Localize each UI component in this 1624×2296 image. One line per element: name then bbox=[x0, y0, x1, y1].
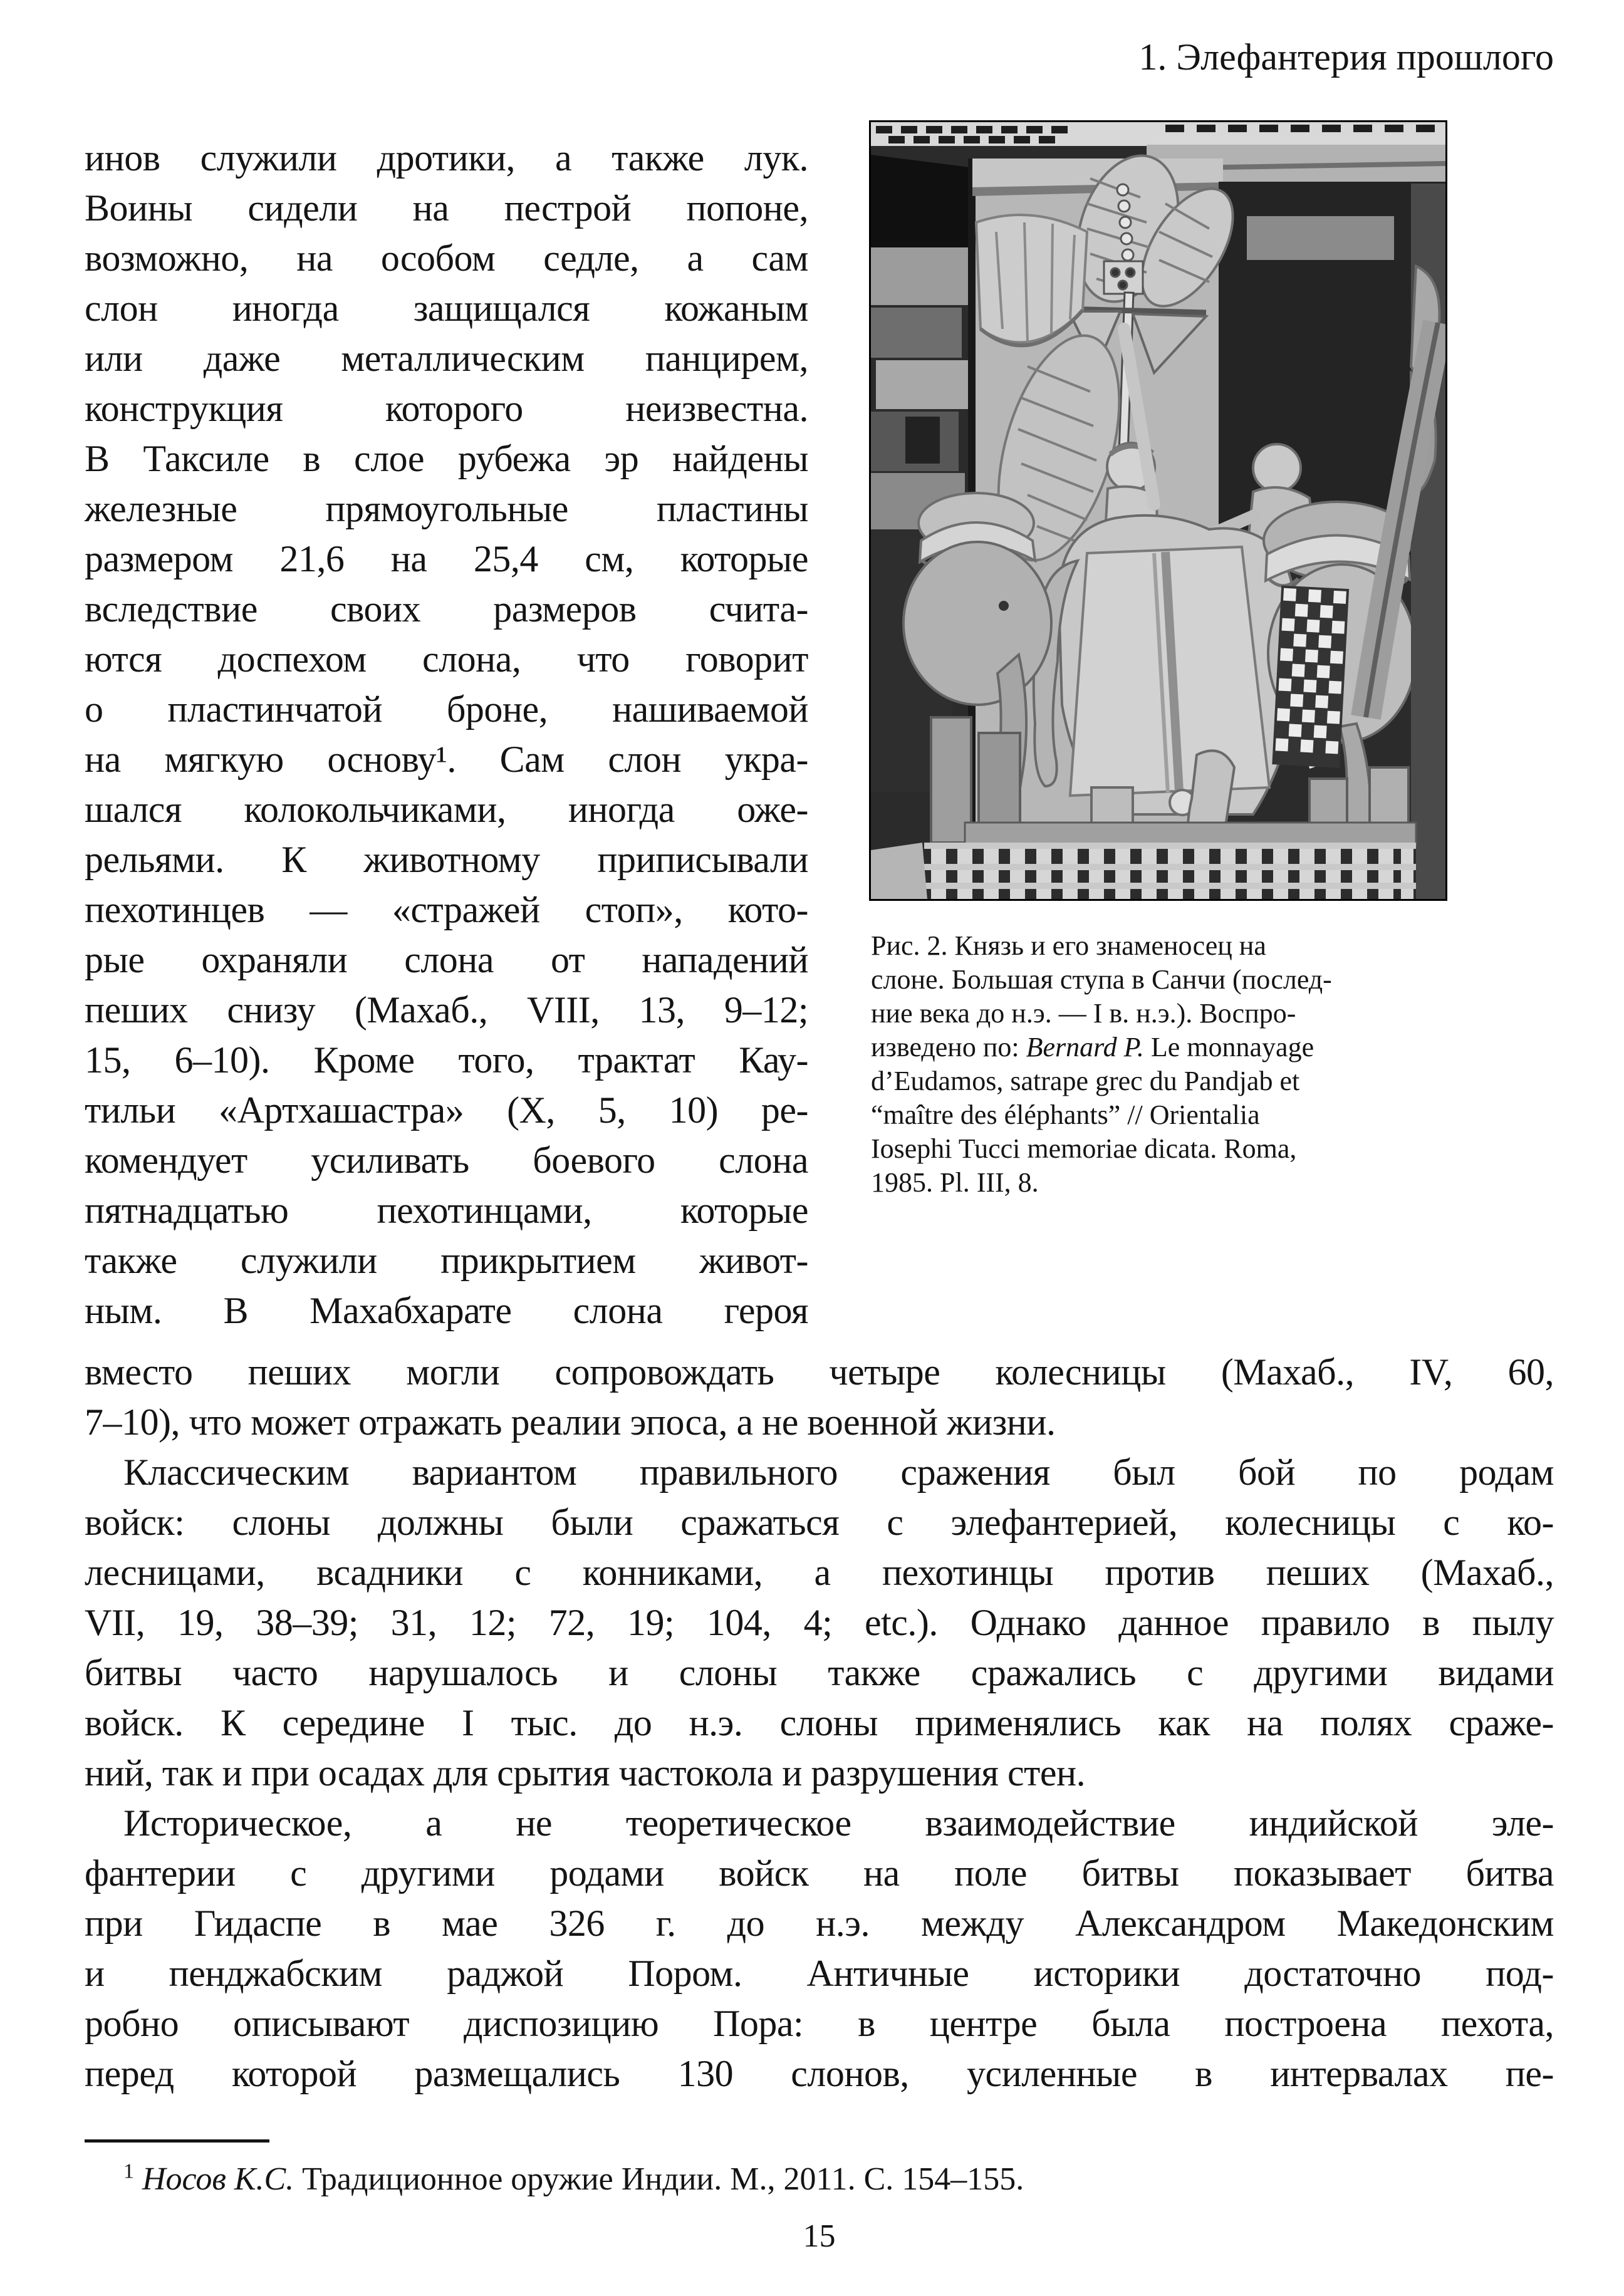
body-text-line: шался колокольчиками, иногда оже- bbox=[85, 789, 808, 830]
caption-text: Le monnayage bbox=[1143, 1032, 1314, 1062]
body-text-line: на мягкую основу¹. Сам слон укра- bbox=[85, 739, 808, 780]
body-text-line: ний, так и при осадах для срытия частокола и разрушения стен. bbox=[85, 1752, 1086, 1794]
footnote-rule bbox=[85, 2139, 269, 2143]
body-text-line: конструкция которого неизвестна. bbox=[85, 388, 808, 429]
figure-image-stone-relief-elephants bbox=[871, 122, 1445, 899]
left-column bbox=[85, 133, 808, 1336]
body-text-line: рые охраняли слона от нападений bbox=[85, 939, 808, 980]
body-text-line: вследствие своих размеров счита- bbox=[85, 588, 808, 630]
caption-line: Рис. 2. Князь и его знаменосец на bbox=[871, 930, 1266, 961]
body-text-line: войск. К середине I тыс. до н.э. слоны применялись как на полях сраже- bbox=[85, 1702, 1554, 1743]
body-text-line: 15, 6–10). Кроме того, трактат Кау- bbox=[85, 1039, 808, 1081]
body-text-line: пятнадцатью пехотинцами, которые bbox=[85, 1190, 808, 1231]
page-number: 15 bbox=[803, 2218, 836, 2254]
body-text-line: Историческое, а не теоретическое взаимодействие индийской эле- bbox=[123, 1802, 1554, 1844]
body-text-line: Классическим вариантом правильного сражения был бой по родам bbox=[123, 1452, 1554, 1493]
caption-line bbox=[871, 1031, 1445, 1064]
caption-line: d’Eudamos, satrape grec du Pandjab et bbox=[871, 1066, 1300, 1096]
body-text-line: перед которой размещались 130 слонов, усиленные в интервалах пе- bbox=[85, 2053, 1554, 2094]
footnote-marker: 1 bbox=[123, 2159, 134, 2183]
caption-line: Iosephi Tucci memoriae dicata. Roma, bbox=[871, 1133, 1297, 1164]
running-head: 1. Элефантерия прошлого bbox=[1138, 36, 1554, 78]
body-text-line: фантерии с другими родами войск на поле битвы показывает битва bbox=[85, 1852, 1554, 1894]
body-text-line: ются доспехом слона, что говорит bbox=[85, 638, 808, 680]
body-text-line: или даже металлическим панцирем, bbox=[85, 338, 808, 379]
body-text-line: слон иногда защищался кожаным bbox=[85, 288, 808, 329]
body-text-line: робно описывают диспозицию Пора: в центре была построена пехота, bbox=[85, 2003, 1554, 2044]
main-text bbox=[85, 1347, 1554, 2099]
body-text-line: лесницами, всадники с конниками, а пехотинцы против пеших (Махаб., bbox=[85, 1552, 1554, 1593]
body-text-line: битвы часто нарушалось и слоны также сражались с другими видами bbox=[85, 1652, 1554, 1693]
body-text-line: Воины сидели на пестрой попоне, bbox=[85, 187, 808, 229]
body-text-line: вместо пеших могли сопровождать четыре колесницы (Махаб., IV, 60, bbox=[85, 1351, 1554, 1393]
body-text-line: комендует усиливать боевого слона bbox=[85, 1140, 808, 1181]
caption-line: 1985. Pl. III, 8. bbox=[871, 1167, 1039, 1198]
caption-line: ние века до н.э. — I в. н.э.). Воспро- bbox=[871, 998, 1296, 1029]
caption-line: “maître des éléphants” // Orientalia bbox=[871, 1099, 1260, 1130]
body-text-line: инов служили дротики, а также лук. bbox=[85, 137, 808, 179]
body-text-line: также служили прикрытием живот- bbox=[85, 1240, 808, 1281]
body-text-line: рельями. К животному приписывали bbox=[85, 839, 808, 880]
caption-line: слоне. Большая ступа в Санчи (послед- bbox=[871, 964, 1332, 995]
body-text-line: о пластинчатой броне, нашиваемой bbox=[85, 688, 808, 730]
body-text-line: пехотинцев — «стражей стоп», кото- bbox=[85, 889, 808, 930]
figure bbox=[871, 122, 1445, 1200]
body-text-line: при Гидаспе в мае 326 г. до н.э. между Александром Македонским bbox=[85, 1903, 1554, 1944]
body-text-line: тильи «Артхашастра» (X, 5, 10) ре- bbox=[85, 1089, 808, 1131]
footnote-author-italic: Носов К.С. bbox=[142, 2161, 294, 2197]
figure-caption bbox=[871, 929, 1445, 1200]
body-text-line: 7–10), что может отражать реалии эпоса, а не военной жизни. bbox=[85, 1401, 1056, 1443]
footnote bbox=[85, 2160, 1554, 2199]
caption-text: изведено по: bbox=[871, 1032, 1026, 1062]
caption-author-italic: Bernard P. bbox=[1026, 1032, 1144, 1062]
body-text-line: железные прямоугольные пластины bbox=[85, 488, 808, 529]
body-text-line: В Таксиле в слое рубежа эр найдены bbox=[85, 438, 808, 479]
body-text-line: пеших снизу (Махаб., VIII, 13, 9–12; bbox=[85, 989, 808, 1031]
body-text-line: войск: слоны должны были сражаться с элефантерией, колесницы с ко- bbox=[85, 1502, 1554, 1543]
footnote-text: Традиционное оружие Индии. М., 2011. С. 154–155. bbox=[302, 2161, 1024, 2197]
body-text-line: возможно, на особом седле, а сам bbox=[85, 237, 808, 279]
body-text-line: VII, 19, 38–39; 31, 12; 72, 19; 104, 4; etc.). Однако данное правило в пылу bbox=[85, 1602, 1554, 1643]
body-text-line: и пенджабским раджой Пором. Античные историки достаточно под- bbox=[85, 1953, 1554, 1994]
body-text-line: размером 21,6 на 25,4 см, которые bbox=[85, 538, 808, 579]
body-text-line: ным. В Махабхарате слона героя bbox=[85, 1290, 808, 1331]
